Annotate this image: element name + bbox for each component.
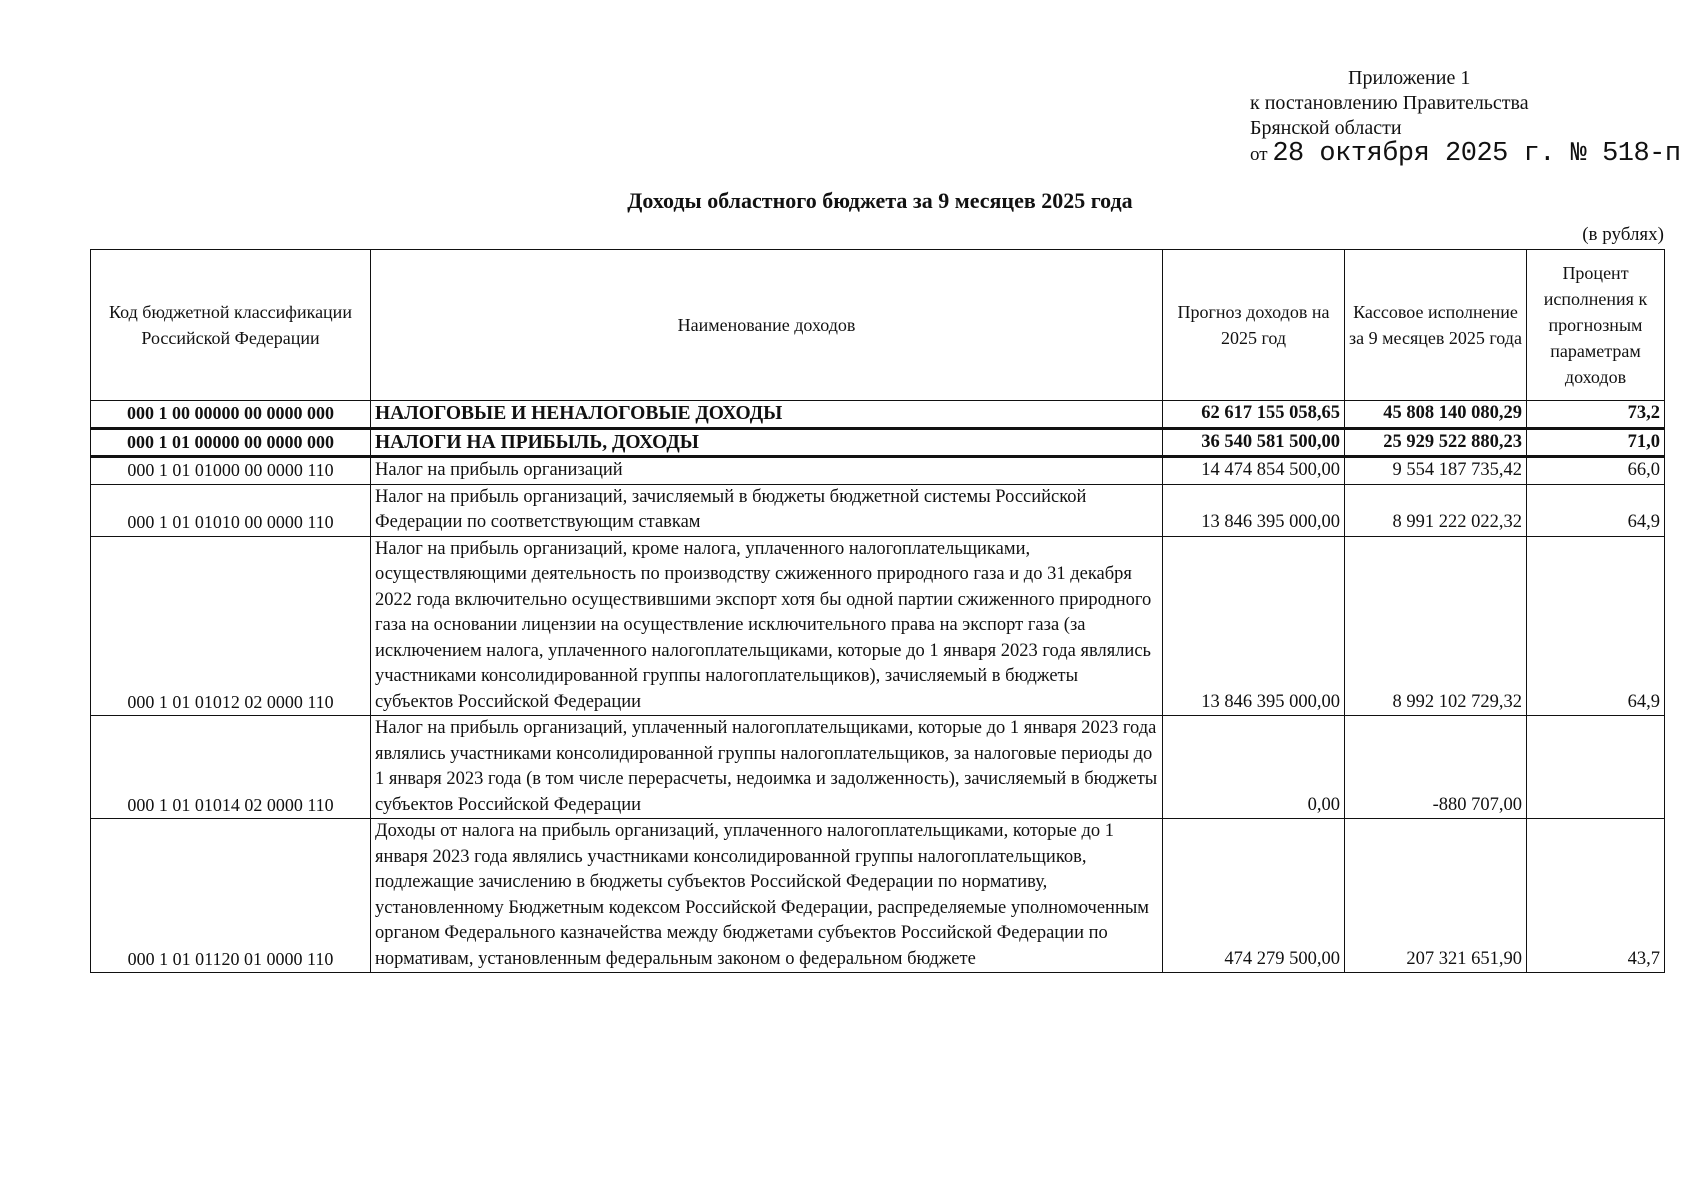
- table-row: [91, 819, 1665, 973]
- row-percent: 71,0: [1527, 428, 1665, 457]
- row-code: 000 1 01 00000 00 0000 000: [91, 428, 371, 457]
- header-forecast: Прогноз доходов на 2025 год: [1163, 250, 1345, 401]
- table-row: [91, 401, 1665, 429]
- row-percent: [1527, 716, 1665, 819]
- table-header-row: [91, 250, 1665, 401]
- row-code: 000 1 00 00000 00 0000 000: [91, 401, 371, 429]
- appendix-region: Брянской области: [1250, 117, 1402, 139]
- row-actual: 9 554 187 735,42: [1345, 457, 1527, 485]
- header-code: Код бюджетной классификации Российской Федерации: [91, 250, 371, 401]
- header-percent: Процент исполнения к прогнозным параметрам доходов: [1527, 250, 1665, 401]
- row-forecast: 0,00: [1163, 716, 1345, 819]
- row-percent: 73,2: [1527, 401, 1665, 429]
- row-code: 000 1 01 01000 00 0000 110: [91, 457, 371, 485]
- row-code: 000 1 01 01014 02 0000 110: [91, 716, 371, 819]
- row-name: НАЛОГИ НА ПРИБЫЛЬ, ДОХОДЫ: [371, 428, 1163, 457]
- table-row: [91, 457, 1665, 485]
- row-actual: 8 991 222 022,32: [1345, 484, 1527, 536]
- row-name: Налог на прибыль организаций, уплаченный налогоплательщиками, которые до 1 января 2023 года являлись участниками консолидированной группы налогоплательщиков, за налоговые периоды до 1 января 2023 года (в том числе перерасчеты, недоимка и задолженность), зачисляемый в бюджеты субъектов Российской Федерации: [371, 716, 1163, 819]
- row-name: Доходы от налога на прибыль организаций, уплаченного налогоплательщиками, которые до 1 января 2023 года являлись участниками консолидированной группы налогоплательщиков, подлежащие зачислению в бюджеты субъектов Российской Федерации по нормативу, установленному Бюджетным кодексом Российской Федерации, распределяемые уполномоченным органом Федерального казначейства между бюджетами субъектов Российской Федерации по нормативам, установленным федеральным законом о федеральном бюджете: [371, 819, 1163, 973]
- table-row: [91, 716, 1665, 819]
- appendix-resolution: к постановлению Правительства: [1250, 92, 1529, 114]
- header-actual: Кассовое исполнение за 9 месяцев 2025 года: [1345, 250, 1527, 401]
- appendix-date-prefix: от: [1250, 144, 1268, 165]
- header-name: Наименование доходов: [371, 250, 1163, 401]
- appendix-label: Приложение 1: [1348, 67, 1471, 89]
- row-code: 000 1 01 01120 01 0000 110: [91, 819, 371, 973]
- row-forecast: 13 846 395 000,00: [1163, 484, 1345, 536]
- row-actual: 45 808 140 080,29: [1345, 401, 1527, 429]
- table-row: [91, 484, 1665, 536]
- row-name: НАЛОГОВЫЕ И НЕНАЛОГОВЫЕ ДОХОДЫ: [371, 401, 1163, 429]
- row-forecast: 36 540 581 500,00: [1163, 428, 1345, 457]
- resolution-date-number: 28 октября 2025 г. № 518-п: [1272, 139, 1681, 169]
- row-percent: 43,7: [1527, 819, 1665, 973]
- table-row: [91, 428, 1665, 457]
- row-percent: 64,9: [1527, 536, 1665, 716]
- row-actual: -880 707,00: [1345, 716, 1527, 819]
- row-percent: 64,9: [1527, 484, 1665, 536]
- units-note: (в рублях): [1582, 224, 1664, 245]
- budget-table: [90, 249, 1665, 973]
- row-name: Налог на прибыль организаций, кроме налога, уплаченного налогоплательщиками, осуществляющими деятельность по производству сжиженного природного газа и до 31 декабря 2022 года включительно осуществившими экспорт хотя бы одной партии сжиженного природного газа на основании лицензии на осуществление исключительного права на экспорт газа (за исключением налога, уплаченного налогоплательщиками, которые до 1 января 2023 года являлись участниками консолидированной группы налогоплательщиков), зачисляемый в бюджеты субъектов Российской Федерации: [371, 536, 1163, 716]
- row-percent: 66,0: [1527, 457, 1665, 485]
- row-code: 000 1 01 01010 00 0000 110: [91, 484, 371, 536]
- row-name: Налог на прибыль организаций: [371, 457, 1163, 485]
- row-actual: 8 992 102 729,32: [1345, 536, 1527, 716]
- row-forecast: 474 279 500,00: [1163, 819, 1345, 973]
- table-row: [91, 536, 1665, 716]
- row-name: Налог на прибыль организаций, зачисляемый в бюджеты бюджетной системы Российской Федерации по соответствующим ставкам: [371, 484, 1163, 536]
- appendix-date-line: [1250, 139, 1690, 169]
- row-code: 000 1 01 01012 02 0000 110: [91, 536, 371, 716]
- document-title: Доходы областного бюджета за 9 месяцев 2025 года: [627, 188, 1133, 213]
- row-forecast: 14 474 854 500,00: [1163, 457, 1345, 485]
- row-actual: 207 321 651,90: [1345, 819, 1527, 973]
- appendix-block: [1250, 66, 1690, 167]
- row-forecast: 62 617 155 058,65: [1163, 401, 1345, 429]
- row-actual: 25 929 522 880,23: [1345, 428, 1527, 457]
- row-forecast: 13 846 395 000,00: [1163, 536, 1345, 716]
